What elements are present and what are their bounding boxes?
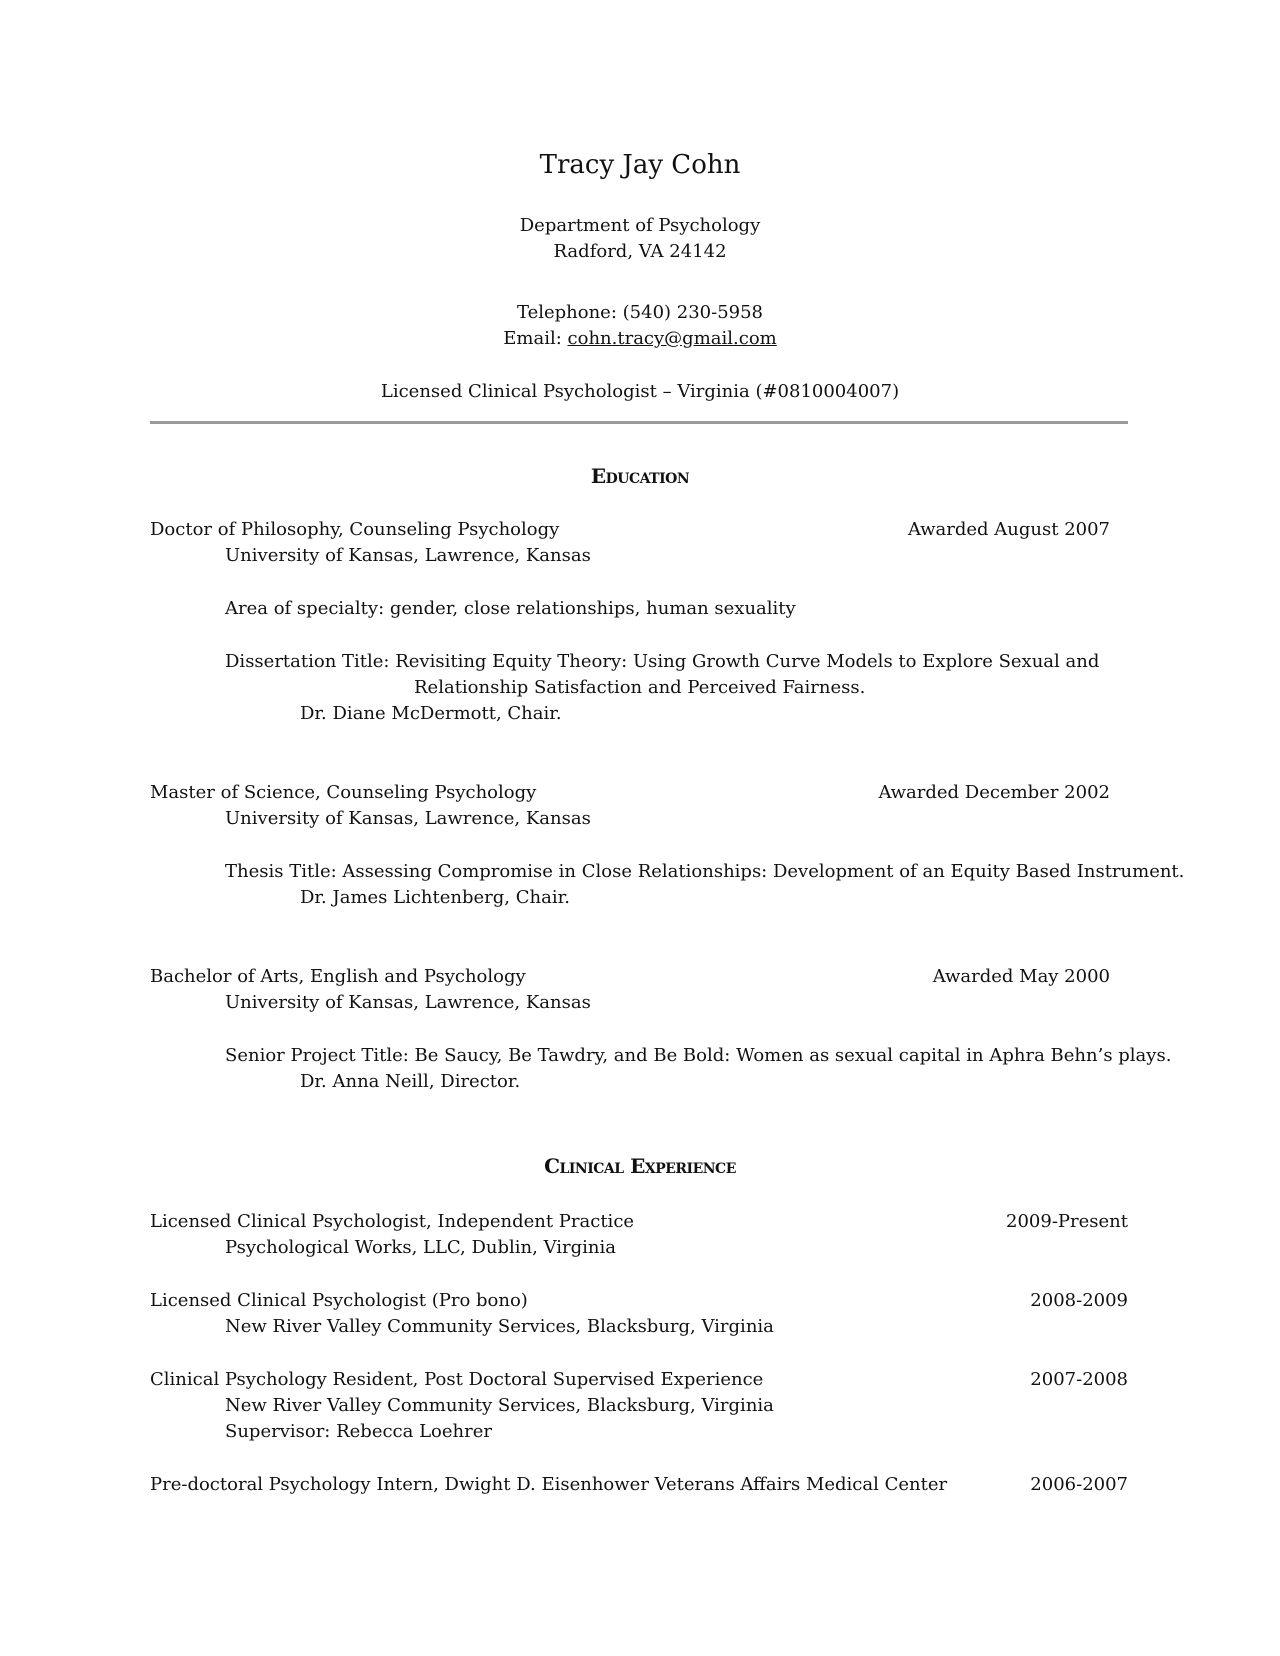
phd-advisor: Dr. Diane McDermott, Chair. (300, 703, 562, 724)
ms-school: University of Kansas, Lawrence, Kansas (225, 808, 591, 829)
clinical-org-2: New River Valley Community Services, Blacksburg, Virginia (225, 1316, 774, 1337)
department: Department of Psychology (519, 215, 761, 236)
ba-project-title: Senior Project Title: Be Saucy, Be Tawdry, and Be Bold: Women as sexual capital in Aphra Behn’s plays. (225, 1045, 1172, 1066)
license-line: Licensed Clinical Psychologist – Virginia (#0810004007) (380, 381, 900, 402)
email-label: Email: (503, 328, 562, 349)
ba-degree: Bachelor of Arts, English and Psychology (150, 966, 526, 987)
ms-thesis-title: Thesis Title: Assessing Compromise in Close Relationships: Development of an Equity Based Instrument. (225, 861, 1185, 882)
ms-date: Awarded December 2002 (878, 782, 1110, 803)
clinical-heading: Clinical Experience (544, 1154, 736, 1178)
clinical-role-1: Licensed Clinical Psychologist, Independent Practice (150, 1211, 635, 1232)
phd-school: University of Kansas, Lawrence, Kansas (225, 545, 591, 566)
ms-degree: Master of Science, Counseling Psychology (150, 782, 537, 803)
phd-date: Awarded August 2007 (907, 519, 1110, 540)
phd-specialty: Area of specialty: gender, close relationships, human sexuality (225, 598, 796, 619)
clinical-dates-4: 2006-2007 (1030, 1474, 1128, 1495)
clinical-role-4: Pre-doctoral Psychology Intern, Dwight D. Eisenhower Veterans Affairs Medical Center (150, 1474, 948, 1495)
clinical-supervisor-3: Supervisor: Rebecca Loehrer (225, 1421, 492, 1442)
candidate-name: Tracy Jay Cohn (539, 150, 741, 180)
clinical-dates-2: 2008-2009 (1030, 1290, 1128, 1311)
email-link[interactable]: cohn.tracy@gmail.com (567, 328, 777, 349)
clinical-org-3: New River Valley Community Services, Blacksburg, Virginia (225, 1395, 774, 1416)
phd-dissertation-title-cont: Relationship Satisfaction and Perceived Fairness. (414, 677, 866, 698)
clinical-dates-1: 2009-Present (1006, 1211, 1128, 1232)
education-heading: Education (590, 464, 690, 488)
telephone-line (0, 302, 1280, 324)
clinical-org-1: Psychological Works, LLC, Dublin, Virginia (225, 1237, 616, 1258)
ba-date: Awarded May 2000 (932, 966, 1110, 987)
clinical-role-3: Clinical Psychology Resident, Post Doctoral Supervised Experience (150, 1369, 764, 1390)
header-divider (150, 421, 1128, 424)
email-line (0, 328, 1280, 350)
phd-degree: Doctor of Philosophy, Counseling Psychology (150, 519, 560, 540)
phd-dissertation-title: Dissertation Title: Revisiting Equity Theory: Using Growth Curve Models to Explore Sexual and (225, 651, 1100, 672)
telephone-label: Telephone: (516, 302, 617, 323)
clinical-role-2: Licensed Clinical Psychologist (Pro bono) (150, 1290, 528, 1311)
ba-school: University of Kansas, Lawrence, Kansas (225, 992, 591, 1013)
ba-advisor: Dr. Anna Neill, Director. (300, 1071, 521, 1092)
telephone-number: (540) 230-5958 (622, 302, 764, 323)
ms-advisor: Dr. James Lichtenberg, Chair. (300, 887, 570, 908)
location: Radford, VA 24142 (553, 241, 727, 262)
clinical-dates-3: 2007-2008 (1030, 1369, 1128, 1390)
